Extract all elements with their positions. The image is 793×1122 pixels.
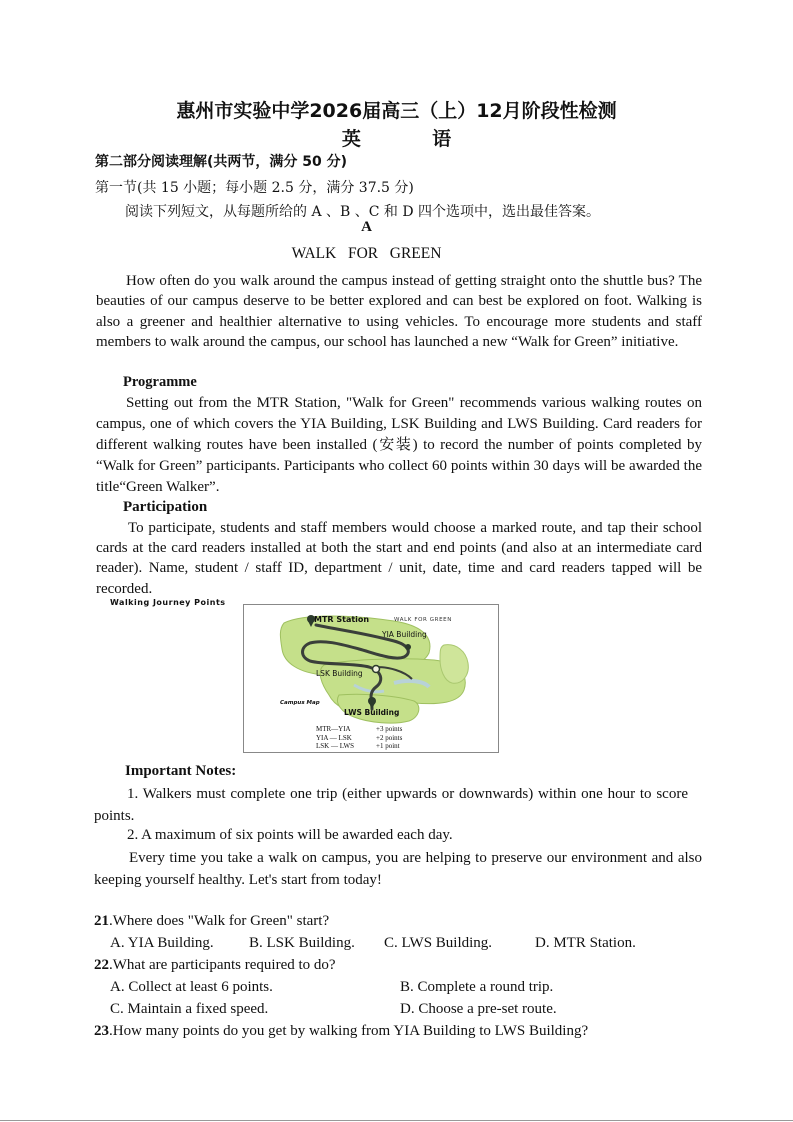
option-21-d: D. MTR Station.: [535, 935, 636, 951]
option-21-b: B. LSK Building.: [249, 935, 355, 951]
legend-row: MTR—YIA +3 points: [316, 725, 403, 733]
legend-row: LSK — LWS +1 point: [316, 742, 400, 750]
part-heading: 第二部分阅读理解(共两节，满分 50 分): [95, 154, 348, 170]
question-number: 23: [94, 1023, 109, 1039]
page-bottom-rule: [0, 1120, 793, 1121]
participation-paragraph: To participate, students and staff members would choose a marked route, and tap their school cards at the card readers installed at both the start and end points (and also at an intermediate card reader). Name, student / staff ID, department / unit, date, time and card readers tapped will be recorded.: [96, 520, 702, 597]
subject-char-1: 英: [341, 128, 361, 150]
map-brand: WALK FOR GREEN: [394, 617, 452, 623]
programme-paragraph: Setting out from the MTR Station, "Walk for Green" recommends various walking routes on campus, one of which covers the YIA Building, LSK Building and LWS Building. Card readers for different walking routes have been installed (安装) to record the number of points completed by “Walk for Green” participants. Participants who collect 60 points within 30 days will be awarded the title“Green Walker”.: [96, 395, 702, 495]
campus-map-label: Campus Map: [280, 700, 320, 706]
option-21-a: A. YIA Building.: [110, 935, 214, 951]
note-1: 1. Walkers must complete one trip (either upwards or downwards) within one hour to score points.: [94, 786, 688, 824]
question-22: [94, 957, 336, 974]
question-text: .Where does "Walk for Green" start?: [109, 913, 330, 929]
question-text: .How many points do you get by walking from YIA Building to LWS Building?: [109, 1023, 589, 1039]
pin-yia: [405, 644, 411, 650]
option-21-c: C. LWS Building.: [384, 935, 493, 951]
label-lsk-building: LSK Building: [316, 669, 363, 678]
option-22-c: C. Maintain a fixed speed.: [110, 1001, 269, 1017]
question-text: .What are participants required to do?: [109, 957, 336, 973]
campus-map: [243, 604, 499, 753]
map-caption: Walking Journey Points: [110, 598, 226, 607]
pin-lsk: [373, 666, 380, 673]
closing-paragraph: Every time you take a walk on campus, you are helping to preserve our environment and also keeping yourself healthy. Let's start from today!: [94, 850, 702, 888]
intro-paragraph: How often do you walk around the campus instead of getting straight onto the shuttle bus? The beauties of our campus deserve to be better explored and can best be explored on foot. Walking is also a greener and healthier alternative to using vehicles. To encourage more students and staff members to walk around the campus, our school has launched a new “Walk for Green” initiative.: [96, 273, 702, 351]
subject-char-2: 语: [432, 128, 452, 150]
notes-heading: Important Notes:: [125, 763, 237, 779]
option-22-b: B. Complete a round trip.: [400, 979, 554, 995]
option-22-d: D. Choose a pre-set route.: [400, 1001, 557, 1017]
exam-title: 惠州市实验中学2026届高三（上）12月阶段性检测: [176, 100, 617, 122]
programme-heading: Programme: [123, 374, 197, 390]
section-heading: 第一节(共 15 小题；每小题 2.5 分，满分 37.5 分): [95, 180, 414, 196]
label-lws-building: LWS Building: [344, 708, 400, 717]
passage-letter: A: [361, 219, 372, 235]
label-mtr-station: MTR Station: [314, 615, 370, 624]
label-yia-building: YIA Building: [382, 630, 427, 639]
question-23: [94, 1023, 588, 1040]
subject-title: [0, 124, 793, 151]
option-22-a: A. Collect at least 6 points.: [110, 979, 273, 995]
question-number: 21: [94, 913, 109, 929]
map-legend: [316, 725, 402, 751]
legend-row: YIA — LSK +2 points: [316, 733, 403, 742]
participation-heading: Participation: [123, 499, 208, 515]
note-2: 2. A maximum of six points will be awarded each day.: [127, 827, 453, 843]
instruction: 阅读下列短文，从每题所给的 A 、B 、C 和 D 四个选项中，选出最佳答案。: [125, 204, 601, 220]
passage-title: WALK FOR GREEN: [291, 245, 442, 262]
question-21: [94, 913, 329, 930]
question-number: 22: [94, 957, 109, 973]
